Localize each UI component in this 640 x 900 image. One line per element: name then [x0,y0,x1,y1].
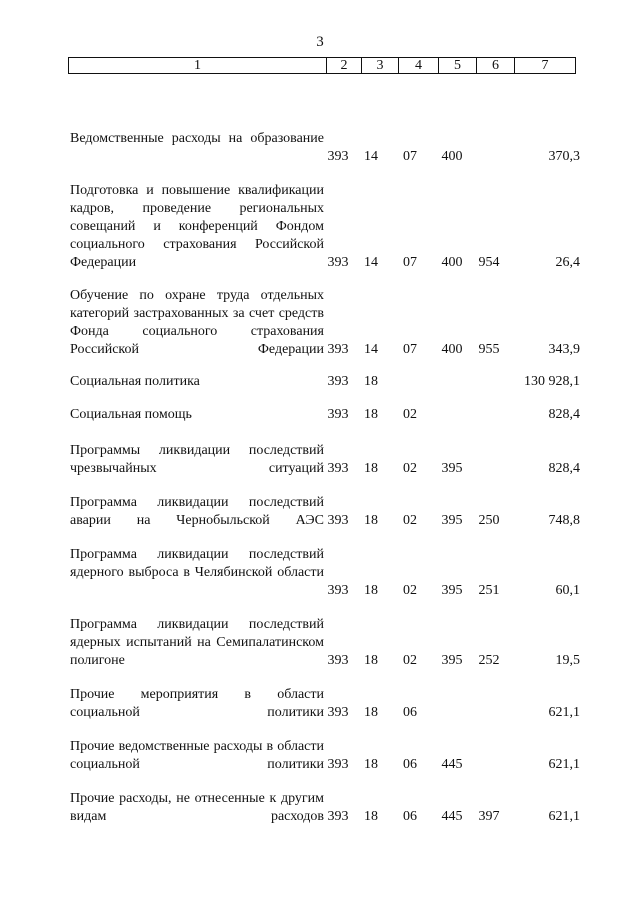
row-value-c7: 343,9 [548,342,580,357]
row-value-c4: 02 [403,513,417,528]
row-value-c3: 18 [364,461,378,476]
row-value-c4: 06 [403,809,417,824]
row-value-c5: 395 [441,513,463,528]
row-name: Программа ликвидации последствий аварии на Чернобыльской АЭС [70,495,324,528]
row-value-c3: 18 [364,374,378,389]
row-value-c4: 06 [403,757,417,772]
row-value-c7: 130 928,1 [524,374,580,389]
row-value-c7: 621,1 [548,809,580,824]
row-value-c6: 397 [478,809,500,824]
column-header-5: 5 [439,58,477,73]
row-value-c5: 445 [441,757,463,772]
row-value-c3: 14 [364,342,378,357]
row-name: Прочие ведомственные расходы в области социальной политики [70,739,324,772]
row-name: Программа ликвидации последствий ядерных испытаний на Семипалатинском полигоне [70,617,324,668]
row-name: Программа ликвидации последствий ядерного выброса в Челябинской области [70,547,324,580]
row-value-c5: 395 [441,461,463,476]
row-value-c7: 621,1 [548,705,580,720]
row-value-c2: 393 [327,513,349,528]
row-value-c3: 18 [364,653,378,668]
row-value-c3: 14 [364,149,378,164]
row-value-c4: 02 [403,583,417,598]
row-value-c6: 954 [478,255,500,270]
row-value-c3: 18 [364,407,378,422]
row-value-c2: 393 [327,583,349,598]
row-value-c4: 06 [403,705,417,720]
column-header-6: 6 [477,58,515,73]
row-value-c5: 445 [441,809,463,824]
column-header-2: 2 [327,58,362,73]
column-header-4: 4 [399,58,439,73]
row-name: Прочие мероприятия в области социальной политики [70,687,324,720]
page-number: 3 [316,34,324,50]
row-value-c2: 393 [327,809,349,824]
row-value-c5: 400 [441,255,463,270]
row-value-c7: 60,1 [555,583,580,598]
row-value-c2: 393 [327,407,349,422]
row-value-c7: 370,3 [548,149,580,164]
row-value-c4: 02 [403,653,417,668]
row-name: Обучение по охране труда отдельных категорий застрахованных за счет средств Фонда социального страхования Российской Федерации [70,288,324,357]
row-value-c2: 393 [327,705,349,720]
row-value-c3: 18 [364,809,378,824]
row-value-c6: 251 [478,583,500,598]
row-value-c4: 02 [403,461,417,476]
row-value-c2: 393 [327,149,349,164]
row-value-c6: 250 [478,513,500,528]
row-name: Ведомственные расходы на образование [70,131,324,146]
row-value-c3: 14 [364,255,378,270]
row-value-c7: 748,8 [548,513,580,528]
row-value-c4: 02 [403,407,417,422]
row-value-c3: 18 [364,513,378,528]
row-name: Программы ликвидации последствий чрезвычайных ситуаций [70,443,324,476]
row-name: Прочие расходы, не отнесенные к другим видам расходов [70,791,324,824]
row-value-c7: 828,4 [548,407,580,422]
row-value-c5: 395 [441,583,463,598]
row-value-c3: 18 [364,705,378,720]
row-value-c3: 18 [364,757,378,772]
row-value-c2: 393 [327,757,349,772]
row-value-c7: 26,4 [555,255,580,270]
row-value-c2: 393 [327,461,349,476]
row-name: Социальная помощь [70,407,192,422]
row-value-c6: 252 [478,653,500,668]
row-value-c4: 07 [403,342,417,357]
column-header-1: 1 [69,58,327,73]
row-value-c2: 393 [327,653,349,668]
row-name: Социальная политика [70,374,200,389]
row-value-c2: 393 [327,342,349,357]
row-value-c4: 07 [403,149,417,164]
column-header-3: 3 [362,58,399,73]
row-value-c4: 07 [403,255,417,270]
row-value-c2: 393 [327,255,349,270]
row-value-c7: 621,1 [548,757,580,772]
row-value-c3: 18 [364,583,378,598]
row-value-c6: 955 [478,342,500,357]
row-value-c7: 19,5 [555,653,580,668]
row-value-c5: 395 [441,653,463,668]
row-name: Подготовка и повышение квалификации кадров, проведение региональных совещаний и конференций Фондом социального страхования Российской Федерации [70,183,324,270]
row-value-c7: 828,4 [548,461,580,476]
row-value-c5: 400 [441,342,463,357]
column-header-7: 7 [541,58,549,73]
row-value-c5: 400 [441,149,463,164]
row-value-c2: 393 [327,374,349,389]
